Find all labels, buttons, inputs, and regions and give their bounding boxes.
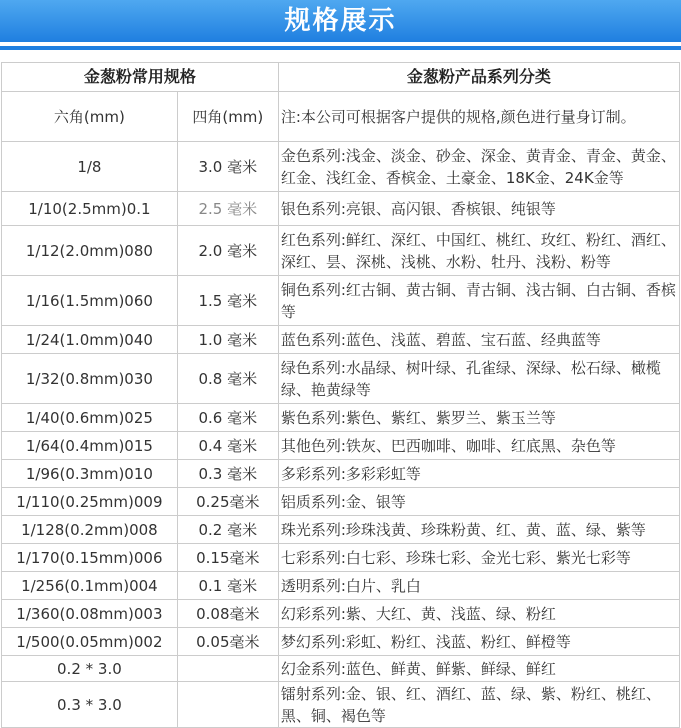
square-size-cell: 2.5 毫米 — [177, 192, 278, 226]
table-row — [2, 432, 680, 460]
note-text: 注:本公司可根据客户提供的规格,颜色进行量身订制。 — [278, 92, 679, 142]
table-row — [2, 488, 680, 516]
table-row — [2, 142, 680, 192]
table-row — [2, 572, 680, 600]
series-description-cell: 透明系列:白片、乳白 — [278, 572, 679, 600]
series-description-cell: 幻金系列:蓝色、鲜黄、鲜紫、鲜绿、鲜红 — [278, 656, 679, 682]
square-size-cell: 3.0 毫米 — [177, 142, 278, 192]
hex-size-cell: 1/40(0.6mm)025 — [2, 404, 178, 432]
hex-size-cell: 1/24(1.0mm)040 — [2, 326, 178, 354]
table-row — [2, 600, 680, 628]
series-description-cell: 梦幻系列:彩虹、粉红、浅蓝、粉红、鲜橙等 — [278, 628, 679, 656]
table-row — [2, 656, 680, 682]
series-description-cell: 银色系列:亮银、高闪银、香槟银、纯银等 — [278, 192, 679, 226]
header-product-series: 金葱粉产品系列分类 — [278, 63, 679, 92]
hex-size-cell: 1/32(0.8mm)030 — [2, 354, 178, 404]
table-row — [2, 226, 680, 276]
hex-size-cell: 1/128(0.2mm)008 — [2, 516, 178, 544]
hex-size-cell: 1/500(0.05mm)002 — [2, 628, 178, 656]
series-description-cell: 多彩系列:多彩彩虹等 — [278, 460, 679, 488]
square-size-cell: 0.6 毫米 — [177, 404, 278, 432]
header-row — [2, 63, 680, 92]
table-row — [2, 404, 680, 432]
square-size-cell — [177, 682, 278, 728]
hex-size-cell: 0.2 * 3.0 — [2, 656, 178, 682]
series-description-cell: 绿色系列:水晶绿、树叶绿、孔雀绿、深绿、松石绿、橄榄绿、艳黄绿等 — [278, 354, 679, 404]
hex-size-cell: 1/360(0.08mm)003 — [2, 600, 178, 628]
square-size-cell: 0.08毫米 — [177, 600, 278, 628]
hex-size-cell: 1/170(0.15mm)006 — [2, 544, 178, 572]
hex-size-cell: 1/8 — [2, 142, 178, 192]
series-description-cell: 七彩系列:白七彩、珍珠七彩、金光七彩、紫光七彩等 — [278, 544, 679, 572]
series-description-cell: 铝质系列:金、银等 — [278, 488, 679, 516]
table-row — [2, 682, 680, 728]
series-description-cell: 珠光系列:珍珠浅黄、珍珠粉黄、红、黄、蓝、绿、紫等 — [278, 516, 679, 544]
hex-size-cell: 1/64(0.4mm)015 — [2, 432, 178, 460]
square-size-cell: 0.05毫米 — [177, 628, 278, 656]
title-banner — [0, 0, 681, 42]
series-description-cell: 蓝色系列:蓝色、浅蓝、碧蓝、宝石蓝、经典蓝等 — [278, 326, 679, 354]
series-description-cell: 紫色系列:紫色、紫红、紫罗兰、紫玉兰等 — [278, 404, 679, 432]
table-row — [2, 628, 680, 656]
table-row — [2, 354, 680, 404]
square-size-cell: 0.4 毫米 — [177, 432, 278, 460]
table-row — [2, 326, 680, 354]
square-size-cell: 0.1 毫米 — [177, 572, 278, 600]
header-common-specs: 金葱粉常用规格 — [2, 63, 279, 92]
hex-size-cell: 1/110(0.25mm)009 — [2, 488, 178, 516]
hex-size-cell: 1/96(0.3mm)010 — [2, 460, 178, 488]
series-description-cell: 金色系列:浅金、淡金、砂金、深金、黄青金、青金、黄金、红金、浅红金、香槟金、土豪金、18K金、24K金等 — [278, 142, 679, 192]
hex-size-cell: 1/12(2.0mm)080 — [2, 226, 178, 276]
square-size-cell: 1.5 毫米 — [177, 276, 278, 326]
table-row — [2, 276, 680, 326]
series-description-cell: 铜色系列:红古铜、黄古铜、青古铜、浅古铜、白古铜、香槟等 — [278, 276, 679, 326]
square-size-cell: 0.15毫米 — [177, 544, 278, 572]
square-size-cell: 0.25毫米 — [177, 488, 278, 516]
hex-size-cell: 0.3 * 3.0 — [2, 682, 178, 728]
square-size-cell — [177, 656, 278, 682]
square-size-cell: 0.3 毫米 — [177, 460, 278, 488]
series-description-cell: 幻彩系列:紫、大红、黄、浅蓝、绿、粉红 — [278, 600, 679, 628]
subheader-hex: 六角(mm) — [2, 92, 178, 142]
square-size-cell: 0.2 毫米 — [177, 516, 278, 544]
spec-table — [1, 62, 680, 728]
hex-size-cell: 1/16(1.5mm)060 — [2, 276, 178, 326]
hex-size-cell: 1/10(2.5mm)0.1 — [2, 192, 178, 226]
hex-size-cell: 1/256(0.1mm)004 — [2, 572, 178, 600]
series-description-cell: 镭射系列:金、银、红、酒红、蓝、绿、紫、粉红、桃红、黑、铜、褐色等 — [278, 682, 679, 728]
series-description-cell: 其他色列:铁灰、巴西咖啡、咖啡、红底黑、杂色等 — [278, 432, 679, 460]
table-row — [2, 192, 680, 226]
page-title: 规格展示 — [284, 6, 397, 36]
square-size-cell: 1.0 毫米 — [177, 326, 278, 354]
square-size-cell: 2.0 毫米 — [177, 226, 278, 276]
table-row — [2, 516, 680, 544]
square-size-cell: 0.8 毫米 — [177, 354, 278, 404]
subheader-square: 四角(mm) — [177, 92, 278, 142]
table-row — [2, 544, 680, 572]
subheader-row — [2, 92, 680, 142]
table-row — [2, 460, 680, 488]
series-description-cell: 红色系列:鲜红、深红、中国红、桃红、玫红、粉红、酒红、深红、昙、深桃、浅桃、水粉、牡丹、浅粉、粉等 — [278, 226, 679, 276]
